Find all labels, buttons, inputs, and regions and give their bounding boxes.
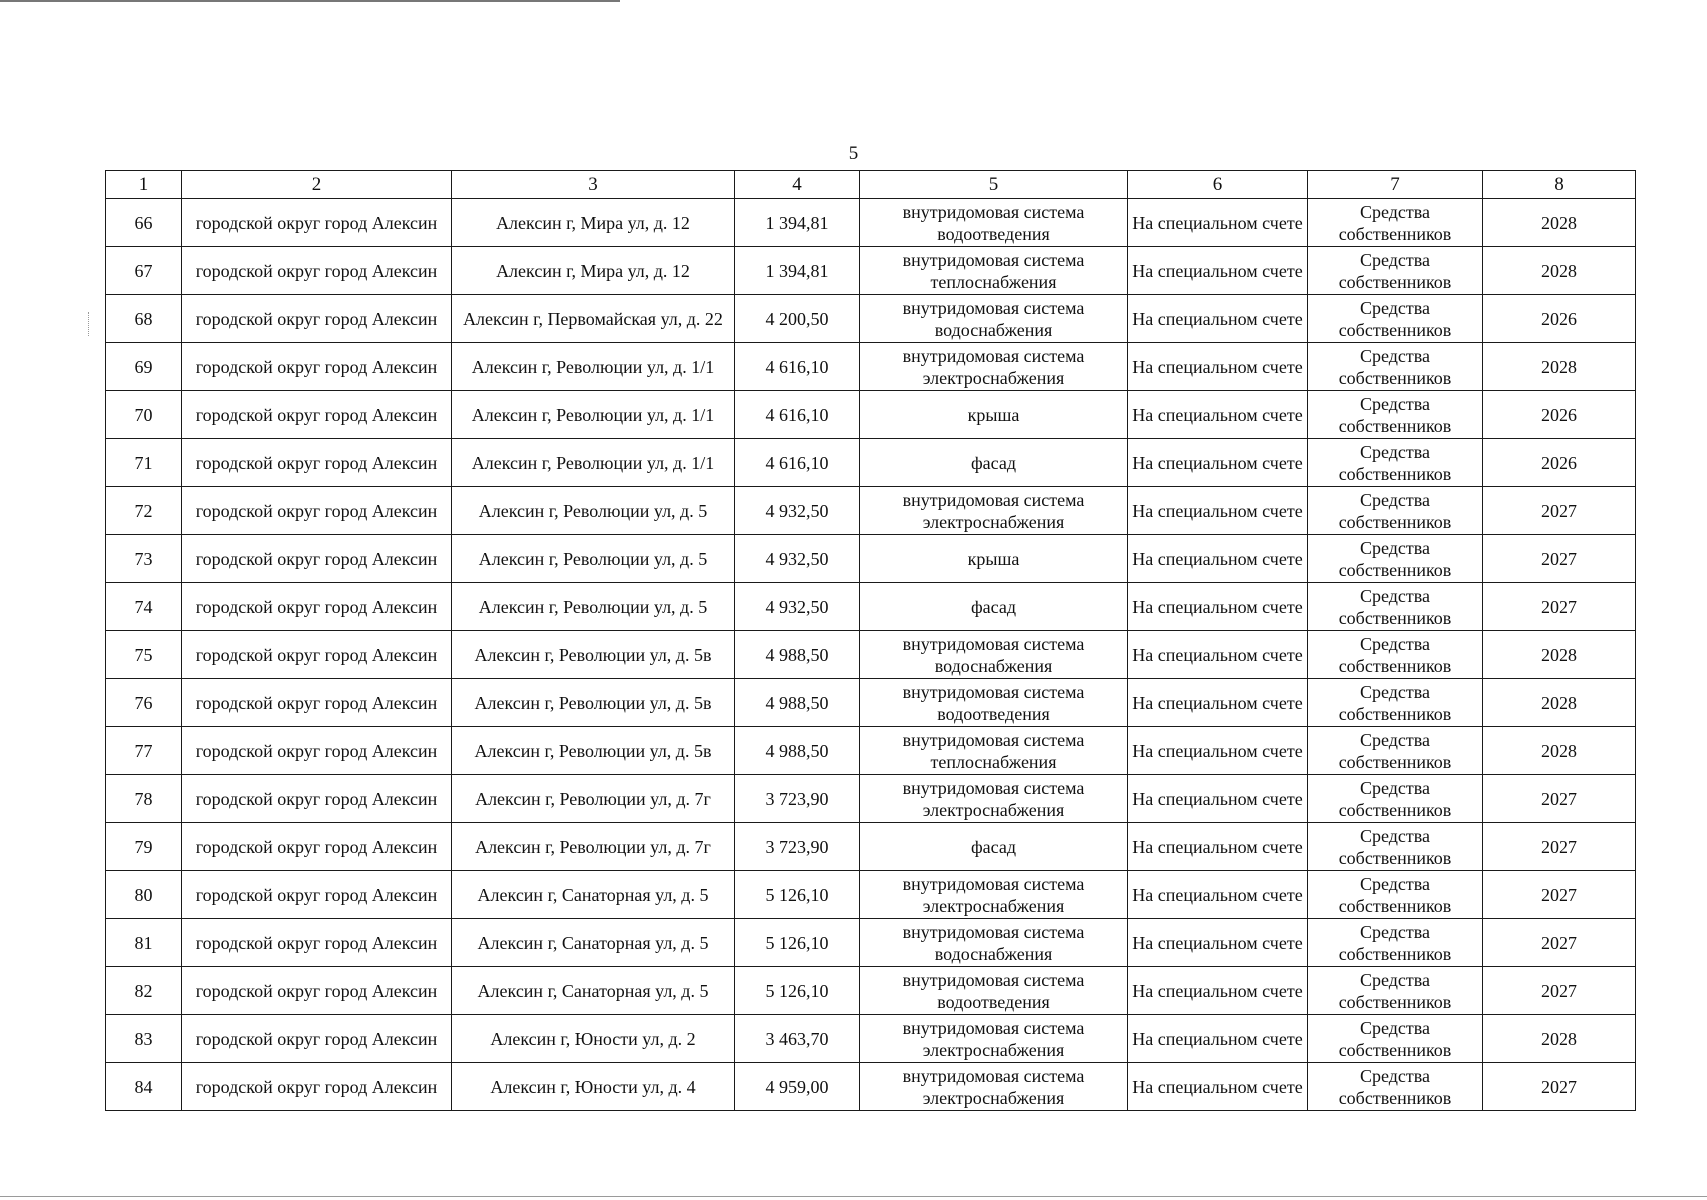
column-number-header-row — [106, 171, 1636, 199]
area-cell: 4 616,10 — [735, 343, 860, 391]
row-number-cell: 83 — [106, 1015, 182, 1063]
row-number-cell: 70 — [106, 391, 182, 439]
repair-type-cell: внутридомовая система электроснабжения — [860, 1015, 1128, 1063]
address-cell: Алексин г, Революции ул, д. 1/1 — [452, 343, 735, 391]
fund-account-cell: На специальном счете — [1128, 583, 1308, 631]
row-number-cell: 66 — [106, 199, 182, 247]
column-header: 5 — [860, 171, 1128, 199]
row-number-cell: 81 — [106, 919, 182, 967]
funding-source-cell: Средства собственников — [1308, 775, 1483, 823]
repair-type-cell: внутридомовая система электроснабжения — [860, 871, 1128, 919]
address-cell: Алексин г, Санаторная ул, д. 5 — [452, 919, 735, 967]
area-cell: 3 463,70 — [735, 1015, 860, 1063]
row-number-cell: 77 — [106, 727, 182, 775]
planned-year-cell: 2026 — [1483, 439, 1636, 487]
planned-year-cell: 2027 — [1483, 775, 1636, 823]
planned-year-cell: 2027 — [1483, 1063, 1636, 1111]
column-header: 8 — [1483, 171, 1636, 199]
municipality-cell: городской округ город Алексин — [182, 1015, 452, 1063]
funding-source-cell: Средства собственников — [1308, 823, 1483, 871]
table-row — [106, 583, 1636, 631]
repair-type-cell: фасад — [860, 823, 1128, 871]
table-row — [106, 631, 1636, 679]
funding-source-cell: Средства собственников — [1308, 679, 1483, 727]
funding-source-cell: Средства собственников — [1308, 535, 1483, 583]
area-cell: 4 616,10 — [735, 439, 860, 487]
municipality-cell: городской округ город Алексин — [182, 487, 452, 535]
municipality-cell: городской округ город Алексин — [182, 343, 452, 391]
municipality-cell: городской округ город Алексин — [182, 919, 452, 967]
repair-type-cell: фасад — [860, 439, 1128, 487]
area-cell: 5 126,10 — [735, 871, 860, 919]
address-cell: Алексин г, Революции ул, д. 5в — [452, 631, 735, 679]
table-row — [106, 535, 1636, 583]
funding-source-cell: Средства собственников — [1308, 919, 1483, 967]
table-row — [106, 727, 1636, 775]
table-row — [106, 199, 1636, 247]
address-cell: Алексин г, Революции ул, д. 5 — [452, 583, 735, 631]
funding-source-cell: Средства собственников — [1308, 871, 1483, 919]
address-cell: Алексин г, Санаторная ул, д. 5 — [452, 967, 735, 1015]
row-number-cell: 71 — [106, 439, 182, 487]
funding-source-cell: Средства собственников — [1308, 439, 1483, 487]
table-body — [106, 171, 1636, 1111]
area-cell: 4 988,50 — [735, 631, 860, 679]
fund-account-cell: На специальном счете — [1128, 919, 1308, 967]
area-cell: 4 988,50 — [735, 727, 860, 775]
row-number-cell: 79 — [106, 823, 182, 871]
column-header: 7 — [1308, 171, 1483, 199]
fund-account-cell: На специальном счете — [1128, 535, 1308, 583]
column-header: 1 — [106, 171, 182, 199]
row-number-cell: 76 — [106, 679, 182, 727]
planned-year-cell: 2028 — [1483, 631, 1636, 679]
repair-type-cell: внутридомовая система водоотведения — [860, 679, 1128, 727]
municipality-cell: городской округ город Алексин — [182, 775, 452, 823]
area-cell: 1 394,81 — [735, 247, 860, 295]
funding-source-cell: Средства собственников — [1308, 295, 1483, 343]
column-header: 6 — [1128, 171, 1308, 199]
repair-type-cell: внутридомовая система водоотведения — [860, 967, 1128, 1015]
area-cell: 3 723,90 — [735, 823, 860, 871]
repair-type-cell: внутридомовая система теплоснабжения — [860, 247, 1128, 295]
table-row — [106, 391, 1636, 439]
address-cell: Алексин г, Юности ул, д. 2 — [452, 1015, 735, 1063]
municipality-cell: городской округ город Алексин — [182, 247, 452, 295]
funding-source-cell: Средства собственников — [1308, 1063, 1483, 1111]
address-cell: Алексин г, Революции ул, д. 5в — [452, 727, 735, 775]
repair-type-cell: внутридомовая система теплоснабжения — [860, 727, 1128, 775]
address-cell: Алексин г, Революции ул, д. 1/1 — [452, 391, 735, 439]
planned-year-cell: 2027 — [1483, 487, 1636, 535]
municipality-cell: городской округ город Алексин — [182, 967, 452, 1015]
area-cell: 4 932,50 — [735, 487, 860, 535]
table-row — [106, 823, 1636, 871]
area-cell: 1 394,81 — [735, 199, 860, 247]
page-number: 5 — [848, 143, 859, 164]
row-number-cell: 67 — [106, 247, 182, 295]
funding-source-cell: Средства собственников — [1308, 247, 1483, 295]
planned-year-cell: 2027 — [1483, 535, 1636, 583]
repair-type-cell: фасад — [860, 583, 1128, 631]
repair-type-cell: внутридомовая система водоснабжения — [860, 919, 1128, 967]
repair-type-cell: крыша — [860, 391, 1128, 439]
area-cell: 3 723,90 — [735, 775, 860, 823]
table-row — [106, 679, 1636, 727]
area-cell: 4 932,50 — [735, 583, 860, 631]
planned-year-cell: 2026 — [1483, 295, 1636, 343]
area-cell: 4 932,50 — [735, 535, 860, 583]
table-row — [106, 295, 1636, 343]
row-number-cell: 68 — [106, 295, 182, 343]
row-number-cell: 72 — [106, 487, 182, 535]
column-header: 2 — [182, 171, 452, 199]
planned-year-cell: 2027 — [1483, 583, 1636, 631]
address-cell: Алексин г, Революции ул, д. 7г — [452, 775, 735, 823]
funding-source-cell: Средства собственников — [1308, 631, 1483, 679]
fund-account-cell: На специальном счете — [1128, 343, 1308, 391]
municipality-cell: городской округ город Алексин — [182, 727, 452, 775]
table-row — [106, 247, 1636, 295]
municipality-cell: городской округ город Алексин — [182, 871, 452, 919]
area-cell: 4 616,10 — [735, 391, 860, 439]
planned-year-cell: 2027 — [1483, 823, 1636, 871]
area-cell: 5 126,10 — [735, 967, 860, 1015]
municipality-cell: городской округ город Алексин — [182, 583, 452, 631]
repair-type-cell: внутридомовая система водоотведения — [860, 199, 1128, 247]
municipality-cell: городской округ город Алексин — [182, 631, 452, 679]
fund-account-cell: На специальном счете — [1128, 1015, 1308, 1063]
row-number-cell: 75 — [106, 631, 182, 679]
scan-top-edge-line — [0, 0, 620, 2]
planned-year-cell: 2026 — [1483, 391, 1636, 439]
row-number-cell: 84 — [106, 1063, 182, 1111]
address-cell: Алексин г, Революции ул, д. 5 — [452, 535, 735, 583]
municipality-cell: городской округ город Алексин — [182, 391, 452, 439]
municipality-cell: городской округ город Алексин — [182, 679, 452, 727]
fund-account-cell: На специальном счете — [1128, 871, 1308, 919]
planned-year-cell: 2028 — [1483, 1015, 1636, 1063]
column-header: 4 — [735, 171, 860, 199]
row-number-cell: 73 — [106, 535, 182, 583]
fund-account-cell: На специальном счете — [1128, 199, 1308, 247]
planned-year-cell: 2027 — [1483, 919, 1636, 967]
row-number-cell: 74 — [106, 583, 182, 631]
fund-account-cell: На специальном счете — [1128, 679, 1308, 727]
address-cell: Алексин г, Революции ул, д. 5в — [452, 679, 735, 727]
fund-account-cell: На специальном счете — [1128, 391, 1308, 439]
address-cell: Алексин г, Юности ул, д. 4 — [452, 1063, 735, 1111]
municipality-cell: городской округ город Алексин — [182, 199, 452, 247]
fund-account-cell: На специальном счете — [1128, 823, 1308, 871]
table-row — [106, 1015, 1636, 1063]
address-cell: Алексин г, Революции ул, д. 5 — [452, 487, 735, 535]
row-number-cell: 82 — [106, 967, 182, 1015]
fund-account-cell: На специальном счете — [1128, 775, 1308, 823]
scan-margin-marks — [88, 312, 93, 336]
repair-type-cell: крыша — [860, 535, 1128, 583]
planned-year-cell: 2028 — [1483, 727, 1636, 775]
funding-source-cell: Средства собственников — [1308, 391, 1483, 439]
municipality-cell: городской округ город Алексин — [182, 295, 452, 343]
table-row — [106, 439, 1636, 487]
fund-account-cell: На специальном счете — [1128, 487, 1308, 535]
column-header: 3 — [452, 171, 735, 199]
table-row — [106, 775, 1636, 823]
repair-type-cell: внутридомовая система электроснабжения — [860, 343, 1128, 391]
municipality-cell: городской округ город Алексин — [182, 535, 452, 583]
funding-source-cell: Средства собственников — [1308, 1015, 1483, 1063]
address-cell: Алексин г, Революции ул, д. 1/1 — [452, 439, 735, 487]
area-cell: 4 959,00 — [735, 1063, 860, 1111]
fund-account-cell: На специальном счете — [1128, 1063, 1308, 1111]
table-row — [106, 967, 1636, 1015]
fund-account-cell: На специальном счете — [1128, 967, 1308, 1015]
table-row — [106, 343, 1636, 391]
row-number-cell: 69 — [106, 343, 182, 391]
address-cell: Алексин г, Мира ул, д. 12 — [452, 199, 735, 247]
repair-type-cell: внутридомовая система электроснабжения — [860, 487, 1128, 535]
repair-type-cell: внутридомовая система водоснабжения — [860, 295, 1128, 343]
planned-year-cell: 2028 — [1483, 247, 1636, 295]
repair-type-cell: внутридомовая система электроснабжения — [860, 775, 1128, 823]
row-number-cell: 80 — [106, 871, 182, 919]
address-cell: Алексин г, Революции ул, д. 7г — [452, 823, 735, 871]
municipality-cell: городской округ город Алексин — [182, 439, 452, 487]
funding-source-cell: Средства собственников — [1308, 487, 1483, 535]
fund-account-cell: На специальном счете — [1128, 439, 1308, 487]
planned-year-cell: 2028 — [1483, 343, 1636, 391]
area-cell: 5 126,10 — [735, 919, 860, 967]
funding-source-cell: Средства собственников — [1308, 727, 1483, 775]
planned-year-cell: 2028 — [1483, 679, 1636, 727]
funding-source-cell: Средства собственников — [1308, 199, 1483, 247]
area-cell: 4 988,50 — [735, 679, 860, 727]
repair-type-cell: внутридомовая система водоснабжения — [860, 631, 1128, 679]
municipality-cell: городской округ город Алексин — [182, 823, 452, 871]
fund-account-cell: На специальном счете — [1128, 727, 1308, 775]
fund-account-cell: На специальном счете — [1128, 247, 1308, 295]
municipality-cell: городской округ город Алексин — [182, 1063, 452, 1111]
fund-account-cell: На специальном счете — [1128, 295, 1308, 343]
funding-source-cell: Средства собственников — [1308, 967, 1483, 1015]
address-cell: Алексин г, Первомайская ул, д. 22 — [452, 295, 735, 343]
table-row — [106, 1063, 1636, 1111]
planned-year-cell: 2027 — [1483, 967, 1636, 1015]
fund-account-cell: На специальном счете — [1128, 631, 1308, 679]
planned-year-cell: 2028 — [1483, 199, 1636, 247]
address-cell: Алексин г, Мира ул, д. 12 — [452, 247, 735, 295]
scan-bottom-edge-line — [0, 1196, 1707, 1197]
table-row — [106, 919, 1636, 967]
row-number-cell: 78 — [106, 775, 182, 823]
table-row — [106, 487, 1636, 535]
table-row — [106, 871, 1636, 919]
funding-source-cell: Средства собственников — [1308, 583, 1483, 631]
repair-type-cell: внутридомовая система электроснабжения — [860, 1063, 1128, 1111]
planned-year-cell: 2027 — [1483, 871, 1636, 919]
area-cell: 4 200,50 — [735, 295, 860, 343]
funding-source-cell: Средства собственников — [1308, 343, 1483, 391]
address-cell: Алексин г, Санаторная ул, д. 5 — [452, 871, 735, 919]
capital-repair-table — [105, 170, 1636, 1111]
